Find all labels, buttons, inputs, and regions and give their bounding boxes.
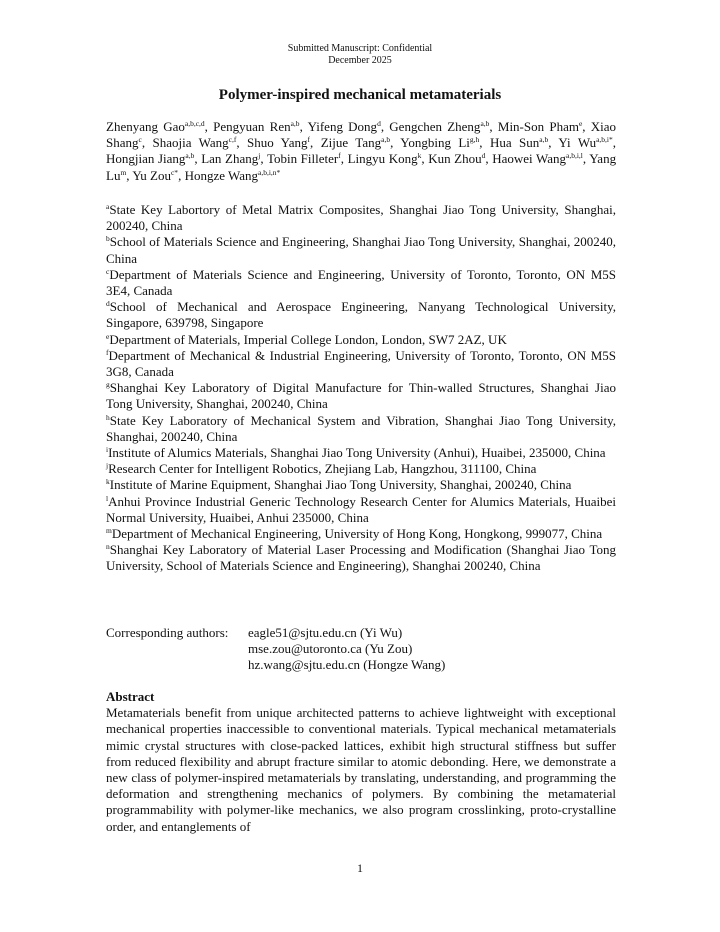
author-affiliation-marker: a,b bbox=[539, 135, 549, 145]
affiliation-item bbox=[106, 332, 616, 348]
corresponding-label: Corresponding authors: bbox=[106, 625, 229, 640]
author-affiliation-marker: c bbox=[138, 135, 142, 145]
affiliation-item bbox=[106, 413, 616, 445]
affiliation-text: State Key Laboratory of Mechanical System and Vibration, Shanghai Jiao Tong University, Shanghai, 200240, China bbox=[106, 412, 616, 444]
author-name: Yang Lu bbox=[106, 151, 617, 183]
author-name: Hongze Wang bbox=[184, 167, 259, 183]
affiliation-text: Department of Materials, Imperial College London, London, SW7 2AZ, UK bbox=[109, 331, 507, 347]
affiliation-text: School of Materials Science and Engineering, Shanghai Jiao Tong University, Shanghai, 200240, China bbox=[106, 234, 616, 266]
author-name: Xiao Shang bbox=[106, 119, 617, 151]
author-name: Zhenyang Gao bbox=[106, 119, 185, 134]
author-affiliation-marker: a,b,i,l bbox=[565, 151, 583, 161]
header-status: Submitted Manuscript: Confidential bbox=[287, 43, 433, 54]
affiliation-list bbox=[106, 202, 616, 575]
author-affiliation-marker: a,b bbox=[381, 135, 391, 145]
affiliation-key: j bbox=[106, 461, 109, 471]
affiliation-item bbox=[106, 267, 616, 299]
affiliation-text: Research Center for Intelligent Robotics, Zhejiang Lab, Hangzhou, 311100, China bbox=[108, 461, 537, 477]
corresponding-entry: eagle51@sjtu.edu.cn (Yi Wu) bbox=[248, 625, 403, 640]
author-list: Zhenyang Gao$^{a,b,c,d}$, Pengyuan Ren$^{a,b}$, Yifeng Dong$^d$, Gengchen Zheng$^{a,b}$, Min-Son Pham$^e$, Xiao Shang$^c$, Shaojia Wang$^{c,f}$, Shuo Yang$^f$, Zijue Tang$^{a,b}$, Yongbing Li$^{g,h}$, Hua Sun$^{a,b}$, Yi $Wu^{a,b,i*}$, Hongjian Jiang$^{a,b}$, Lan Zhang$^j$, Tobin Filleter$^f$, Lingyu Kong$^k$, Kun Zhou$^d$, Haowei Wang$^{a,b,i,l}$, Yang Lu$^m$, Yu Zou$^{c*}$, Hongze Wang$^{a,b,i,n*}$ bbox=[106, 119, 617, 183]
author-name: Yi Wu bbox=[558, 135, 597, 151]
affiliation-text: School of Mechanical and Aerospace Engineering, Nanyang Technological University, Singapore, 639798, Singapore bbox=[106, 299, 616, 331]
affiliation-text: Institute of Alumics Materials, Shanghai Jiao Tong University (Anhui), Huaibei, 235000, China bbox=[108, 445, 606, 461]
affiliation-key: n bbox=[106, 542, 110, 552]
author-affiliation-marker: c* bbox=[170, 167, 179, 177]
affiliation-text: Institute of Marine Equipment, Shanghai Jiao Tong University, Shanghai, 200240, China bbox=[109, 477, 572, 493]
author-name: Zijue Tang bbox=[320, 135, 382, 151]
affiliation-item bbox=[106, 234, 616, 266]
affiliation-key: c bbox=[106, 266, 110, 276]
affiliation-text: Department of Materials Science and Engineering, University of Toronto, Toronto, ON M5S 3E4, Canada bbox=[106, 266, 616, 299]
author-affiliation-marker: f bbox=[338, 151, 341, 161]
affiliation-text: Department of Mechanical & Industrial Engineering, University of Toronto, Toronto, ON M5S 3G8, Canada bbox=[106, 347, 616, 380]
affiliation-key: i bbox=[106, 445, 109, 455]
affiliation-key: f bbox=[106, 347, 109, 357]
affiliation-key: k bbox=[106, 477, 110, 487]
page-number: 1 bbox=[357, 861, 363, 875]
author-name: Hongjian Jiang bbox=[106, 151, 186, 167]
affiliation-key: b bbox=[106, 234, 110, 244]
affiliation-text: State Key Labortory of Metal Matrix Composites, Shanghai Jiao Tong University, Shanghai, 200240, China bbox=[106, 202, 616, 234]
affiliation-item bbox=[106, 494, 616, 526]
author-affiliation-marker: a,b,i* bbox=[596, 135, 613, 145]
affiliation-text: Shanghai Key Laboratory of Digital Manufacture for Thin-walled Structures, Shanghai Jiao Tong University, Shanghai, 200240, China bbox=[106, 380, 616, 412]
author-affiliation-marker: d bbox=[481, 151, 486, 161]
affiliation-item bbox=[106, 348, 616, 380]
corresponding-entry: hz.wang@sjtu.edu.cn (Hongze Wang) bbox=[248, 657, 446, 673]
affiliation-item bbox=[106, 299, 616, 331]
affiliation-key: l bbox=[106, 493, 109, 503]
affiliation-key: h bbox=[106, 412, 110, 422]
author-affiliation-marker: f bbox=[307, 135, 311, 145]
author-affiliation-marker: m bbox=[120, 167, 127, 177]
header-date: December 2025 bbox=[328, 55, 392, 66]
author-name: Lingyu Kong bbox=[347, 151, 418, 167]
affiliation-item bbox=[106, 461, 616, 477]
author-affiliation-marker: a,b bbox=[480, 119, 490, 128]
author-name: Kun Zhou bbox=[428, 151, 482, 167]
author-affiliation-marker: a,b bbox=[290, 119, 300, 128]
author-affiliation-marker: a,b,i,n* bbox=[258, 167, 281, 177]
affiliation-item bbox=[106, 526, 616, 542]
affiliation-key: g bbox=[106, 380, 110, 390]
manuscript-header bbox=[0, 43, 720, 67]
affiliation-text: Anhui Province Industrial Generic Technology Research Center for Alumics Materials, Huaibei Normal University, Huaibei, Anhui 235000, China bbox=[106, 493, 616, 525]
affiliation-item bbox=[106, 445, 616, 461]
author-affiliation-marker: k bbox=[417, 151, 422, 161]
affiliation-item bbox=[106, 202, 616, 234]
affiliation-key: e bbox=[106, 331, 110, 341]
author-affiliation-marker: j bbox=[258, 151, 261, 161]
author-name: Haowei Wang bbox=[492, 151, 566, 167]
author-affiliation-marker: a,b bbox=[185, 151, 195, 161]
author-name: Pengyuan Ren bbox=[213, 119, 291, 134]
author-affiliation-marker: e bbox=[578, 119, 583, 128]
affiliation-item bbox=[106, 380, 616, 412]
author-affiliation-marker: g,h bbox=[469, 135, 480, 145]
author-name: Gengchen Zheng bbox=[389, 119, 481, 134]
author-name: Yifeng Dong bbox=[307, 119, 378, 134]
corresponding-entry: mse.zou@utoronto.ca (Yu Zou) bbox=[248, 641, 413, 657]
affiliation-key: d bbox=[106, 299, 110, 309]
author-affiliation-marker: d bbox=[377, 119, 381, 128]
abstract-text: Metamaterials benefit from unique architected patterns to achieve lightweight with exceptional mechanical properties inaccessible to conventional materials. Typical mechanical metamaterials mimic crystal structures with close-packed lattices, exhibit high structural stiffness but suffer from reduced flexibility and abrupt fracture similar to atomic debonding. Here, we demonstrate a new class of polymer-inspired metamaterials by translating, understanding, and programming the deformation and strengthening mechanics of polymers. By combining the metamaterial programmability with polymer-like mechanics, we also program crosslinking, proto-crystalline order, and entanglements of bbox=[106, 705, 616, 834]
affiliation-item bbox=[106, 477, 616, 493]
affiliation-key: a bbox=[106, 202, 110, 211]
corresponding-authors bbox=[106, 625, 445, 674]
affiliation-key: m bbox=[106, 526, 112, 536]
author-name: Shuo Yang bbox=[247, 135, 308, 151]
affiliation-text: Shanghai Key Laboratory of Material Laser Processing and Modification (Shanghai Jiao Tong University, School of Materials Science and Engineering), Shanghai 200240, China bbox=[106, 542, 616, 574]
paper-title: Polymer-inspired mechanical metamaterials bbox=[218, 87, 502, 103]
author-affiliation-marker: c,f bbox=[228, 135, 237, 145]
author-name: Yu Zou bbox=[132, 167, 171, 183]
author-name: Min-Son Pham bbox=[497, 119, 579, 134]
author-name: Hua Sun bbox=[489, 135, 540, 151]
author-affiliation-marker: a,b,c,d bbox=[184, 119, 205, 128]
affiliation-text: Department of Mechanical Engineering, University of Hong Kong, Hongkong, 999077, China bbox=[111, 526, 603, 542]
affiliation-item bbox=[106, 542, 616, 574]
author-name: Yongbing Li bbox=[400, 135, 470, 151]
abstract-heading: Abstract bbox=[106, 689, 155, 704]
author-name: Shaojia Wang bbox=[152, 135, 229, 151]
author-name: Lan Zhang bbox=[201, 151, 259, 167]
author-name: Tobin Filleter bbox=[266, 151, 339, 167]
abstract-section bbox=[106, 689, 616, 835]
